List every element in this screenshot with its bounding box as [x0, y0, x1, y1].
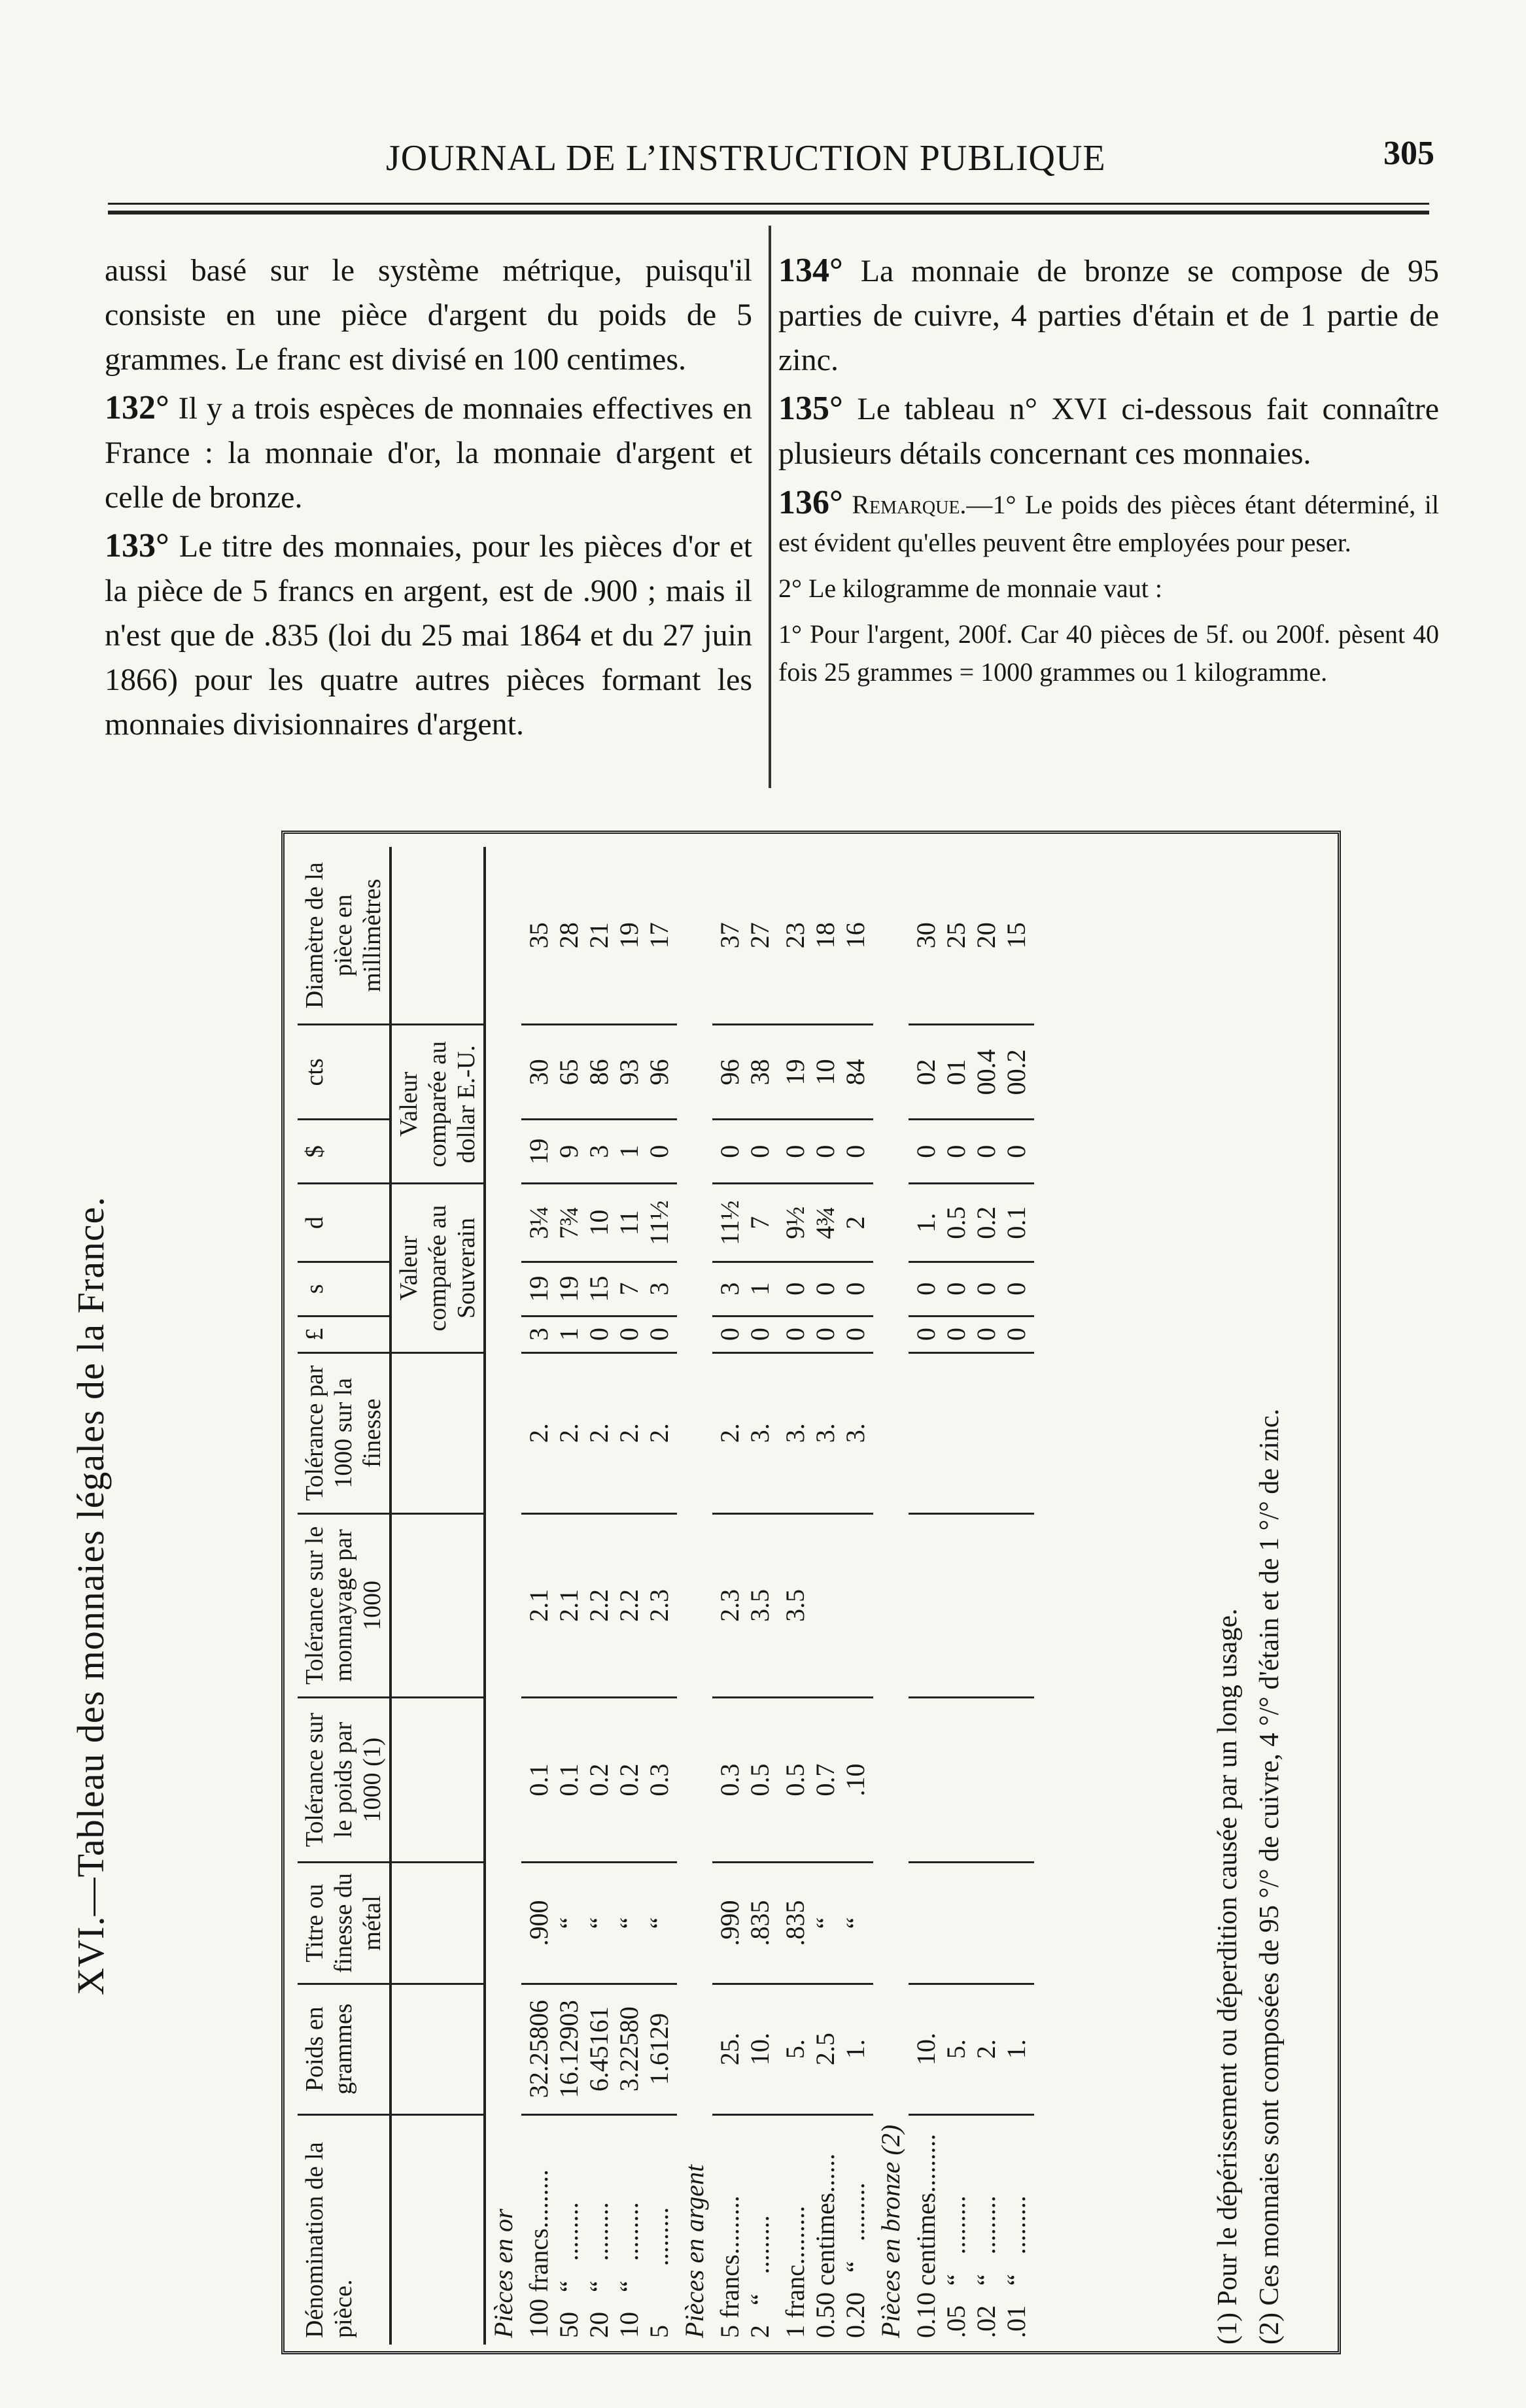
- header-rule-thin: [108, 203, 1429, 205]
- header-dollar: Valeur comparée au dollar E.-U.: [390, 1025, 485, 1184]
- cell-titre: .990 .835: [712, 1863, 778, 1984]
- cell-poids: 5. 2.5 1.: [778, 1984, 873, 2114]
- table-row: [778, 847, 873, 2345]
- cell-dol-d: 0 0 0 0: [909, 1120, 1034, 1184]
- header-poids: Poids en grammes: [298, 1984, 390, 2114]
- paragraph-133: [105, 524, 752, 747]
- cell-tol-finesse: 3. 3. 3.: [778, 1352, 873, 1513]
- paragraph-number: 134°: [778, 252, 843, 289]
- cell-sov-s: 3 1: [712, 1262, 778, 1316]
- paragraph-132: [105, 386, 752, 520]
- paragraph-text: Il y a trois espèces de monnaies effectives en France : la monnaie d'or, la monnaie d'argent et celle de bronze.: [105, 391, 753, 515]
- table-title: XVI.—Tableau des monnaies légales de la France.: [69, 1196, 112, 1995]
- cell-sov-l: 0 0 0: [778, 1316, 873, 1352]
- running-header: JOURNAL DE L’INSTRUCTION PUBLIQUE: [386, 138, 1106, 179]
- right-column: [778, 249, 1439, 695]
- cell-diam: 35 28 21 19 17: [521, 847, 677, 1025]
- cell-sov-d: 9½ 4¾ 2: [778, 1184, 873, 1262]
- column-separator: [769, 226, 771, 788]
- table-footnotes: [1207, 847, 1291, 2345]
- paragraph-number: 136°: [778, 484, 843, 521]
- cell-denom: 100 francs......... 50 “ ......... 20 “ ......... 10 “ ......... 5 .........: [524, 2169, 674, 2338]
- header-tol-poids: Tolérance sur le poids par 1000 (1): [298, 1697, 390, 1862]
- cell-sov-l: 0 0: [712, 1316, 778, 1352]
- rotated-table: [69, 834, 1344, 2358]
- cell-titre: .835 “ “: [778, 1863, 873, 1984]
- paragraph-number: 132°: [105, 389, 169, 426]
- paragraph-text: Le titre des monnaies, pour les pièces d'or et la pièce de 5 francs en argent, est de .900 ; mais il n'est que de .835 (loi du 25 mai 1864 et du 27 juin 1866) pour les quatre autres pièces formant les monnaies divisionnaires d'argent.: [105, 529, 753, 742]
- cell-poids: 25. 10.: [712, 1984, 778, 2114]
- header-tol-finesse: Tolérance par 1000 sur la finesse: [298, 1352, 390, 1513]
- header-rule-thick: [108, 211, 1429, 215]
- cell-tol-poids: [909, 1697, 1034, 1862]
- header-denomination: Dénomination de la pièce.: [298, 2114, 390, 2345]
- cell-dol-c: 02 01 00.4 00.2: [909, 1025, 1034, 1120]
- cell-tol-finesse: 2. 3.: [712, 1352, 778, 1513]
- table-row: [909, 847, 1034, 2345]
- group-bronze-label: [873, 847, 909, 2345]
- cell-tol-poids: 0.3 0.5: [712, 1697, 778, 1862]
- header-sov-d: d: [298, 1184, 390, 1262]
- paragraph-136-2: 2° Le kilogramme de monnaie vaut :: [778, 574, 1162, 603]
- group-name: Pièces en or: [489, 2209, 518, 2338]
- cell-titre: [909, 1863, 1034, 1984]
- cell-tol-monnayage: [909, 1513, 1034, 1697]
- header-tol-monnayage: Tolérance sur le monnayage par 1000: [298, 1513, 390, 1697]
- cell-dol-c: 96 38: [712, 1025, 778, 1120]
- group-name: Pièces en bronze (2): [876, 2124, 905, 2338]
- cell-sov-s: 0 0 0 0: [909, 1262, 1034, 1316]
- paragraph-136-3: 1° Pour l'argent, 200f. Car 40 pièces de 5f. ou 200f. pèsent 40 fois 25 grammes = 1000 grammes ou 1 kilogramme.: [778, 619, 1439, 687]
- cell-tol-monnayage: 3.5: [778, 1513, 873, 1697]
- cell-tol-poids: 0.1 0.1 0.2 0.2 0.3: [521, 1697, 677, 1862]
- header-dol-c: cts: [298, 1025, 390, 1120]
- cell-dol-d: 0 0 0: [778, 1120, 873, 1184]
- cell-tol-poids: 0.5 0.7 .10: [778, 1697, 873, 1862]
- paragraph-text: Le tableau n° XVI ci-dessous fait connaître plusieurs détails concernant ces monnaies.: [778, 392, 1440, 471]
- cell-dol-d: 0 0: [712, 1120, 778, 1184]
- cell-diam: 30 25 20 15: [909, 847, 1034, 1025]
- group-or-label: [485, 847, 521, 2345]
- paragraph-number: 135°: [778, 390, 843, 427]
- cell-sov-d: 1. 0.5 0.2 0.1: [909, 1184, 1034, 1262]
- cell-sov-s: 0 0 0: [778, 1262, 873, 1316]
- cell-poids: 32.25806 16.12903 6.45161 3.22580 1.6129: [521, 1984, 677, 2114]
- cell-tol-finesse: [909, 1352, 1034, 1513]
- cell-dol-c: 30 65 86 93 96: [521, 1025, 677, 1120]
- paragraph-text: La monnaie de bronze se compose de 95 parties de cuivre, 4 parties d'étain et de 1 partie de zinc.: [778, 254, 1440, 377]
- table-header-row: [298, 847, 390, 2345]
- cell-tol-finesse: 2. 2. 2. 2. 2.: [521, 1352, 677, 1513]
- cell-sov-l: 3 1 0 0 0: [521, 1316, 677, 1352]
- cell-sov-d: 11½ 7: [712, 1184, 778, 1262]
- header-diam: Diamètre de la pièce en millimètres: [298, 847, 390, 1025]
- table-row: [712, 847, 778, 2345]
- table-header-groups: [390, 847, 485, 2345]
- header-dol-d: $: [298, 1120, 390, 1184]
- paragraph-136: [778, 484, 1439, 562]
- footnote-2: (2) Ces monnaies sont composées de 95 °/° de cuivre, 4 °/° d'étain et de 1 °/° de zinc.: [1255, 1409, 1285, 2345]
- page-number: 305: [1383, 135, 1434, 172]
- header-sov-s: s: [298, 1262, 390, 1316]
- table-row: [521, 847, 677, 2345]
- paragraph-number: 133°: [105, 527, 169, 564]
- cell-poids: 10. 5. 2. 1.: [909, 1984, 1034, 2114]
- cell-denom: 5 francs......... 2 “ .........: [715, 2195, 774, 2338]
- paragraph-131-cont: aussi basé sur le système métrique, puisqu'il consiste en une pièce d'argent du poids de 5 grammes. Le franc est divisé en 100 centimes.: [105, 253, 752, 377]
- footnote-1: (1) Pour le dépérissement ou déperdition causée par un long usage.: [1213, 1608, 1243, 2345]
- coin-table: [298, 847, 1034, 2345]
- cell-sov-s: 19 19 15 7 3: [521, 1262, 677, 1316]
- cell-denom: 0.10 centimes......... .05 “ ......... .02 “ ......... .01 “ .........: [911, 2133, 1031, 2338]
- paragraph-135: [778, 387, 1439, 476]
- left-column: [105, 249, 752, 751]
- paragraph-134: [778, 249, 1439, 383]
- cell-tol-monnayage: 2.1 2.1 2.2 2.2 2.3: [521, 1513, 677, 1697]
- cell-denom: 1 franc......... 0.50 centimes...... 0.20 “ .........: [780, 2153, 870, 2338]
- header-souverain: Valeur comparée au Souverain: [390, 1184, 485, 1353]
- cell-dol-c: 19 10 84: [778, 1025, 873, 1120]
- group-argent-label: [677, 847, 712, 2345]
- cell-sov-l: 0 0 0 0: [909, 1316, 1034, 1352]
- remark-label: Remarque.—: [852, 490, 993, 519]
- header-sov-l: £: [298, 1316, 390, 1352]
- cell-sov-d: 3¼ 7¾ 10 11 11½: [521, 1184, 677, 1262]
- paragraph-text: 1° Le poids des pièces étant déterminé, il est évident qu'elles peuvent être employées pour peser.: [778, 490, 1439, 557]
- cell-dol-d: 19 9 3 1 0: [521, 1120, 677, 1184]
- cell-tol-monnayage: 2.3 3.5: [712, 1513, 778, 1697]
- cell-diam: 37 27: [712, 847, 778, 1025]
- cell-diam: 23 18 16: [778, 847, 873, 1025]
- cell-titre: .900 “ “ “ “: [521, 1863, 677, 1984]
- group-name: Pièces en argent: [680, 2164, 709, 2338]
- coin-table-frame: [69, 831, 1341, 2354]
- header-titre: Titre ou finesse du métal: [298, 1863, 390, 1984]
